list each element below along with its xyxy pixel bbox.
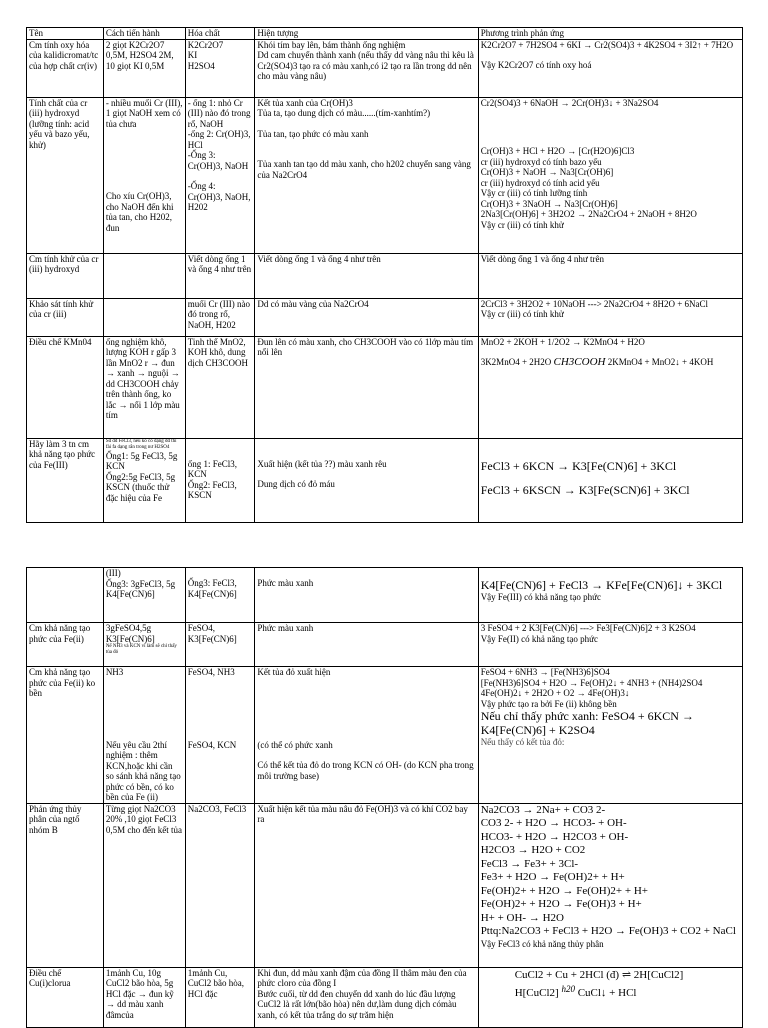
experiment-name xyxy=(27,568,104,623)
experiment-chemicals: 1mảnh Cu, CuCl2 bão hòa, HCl đặc xyxy=(185,967,255,1027)
experiment-name: Cm tính khử của cr (iii) hydroxyd xyxy=(27,253,104,298)
experiment-phenomenon: Viết dòng ống 1 và ống 4 như trên xyxy=(255,253,478,298)
header-equation: Phương trình phản ứng xyxy=(478,28,742,40)
reaction-equation: Cr2(SO4)3 + 6NaOH → 2Cr(OH)3↓ + 3Na2SO4 Cr(OH)3 + HCl + H2O → [Cr(H2O)6]Cl3 cr (iii) hydroxyd có tính bazo yếu Cr(OH)3 + NaOH → Na3[Cr(OH)6] cr (iii) hydroxyd có tính acid yếu Vậy cr (iii) có tính lưỡng tính Cr(OH)3 + 3NaOH → Na3[Cr(OH)6] 2Na3[Cr(OH)6] + 3H2O2 → 2Na2CrO4 + 2NaOH + 8H2O Vậy cr (iii) có tính khử xyxy=(478,97,742,253)
experiment-chemicals: FeSO4, K3[Fe(CN)6] xyxy=(185,623,255,667)
experiment-phenomenon: Dd có màu vàng của Na2CrO4 xyxy=(255,298,478,336)
experiment-phenomenon: Khi đun, dd màu xanh đậm của đồng II thâm màu đen của phức cloro của đồng I Bước cuối, từ dd đen chuyển dd xanh do lúc đầu lượng CuCl2 là rất lớn(bão hòa) nên dư,làm dung dịch cómàu xanh, có kết tủa trắng do sự trăm hiện xyxy=(255,967,478,1027)
experiment-chemicals: FeSO4, NH3 FeSO4, KCN xyxy=(185,667,255,804)
table-row xyxy=(27,667,743,804)
reaction-equation: Viết dòng ống 1 và ống 4 như trên xyxy=(478,253,742,298)
experiment-name: Tính chất của cr (iii) hydroxyd (lưỡng tính: acid yếu và bazo yếu, khử) xyxy=(27,97,104,253)
experiment-phenomenon: Kết tủa xanh của Cr(OH)3 Tủa ta, tạo dung dịch có màu......(tím-xanhtím?) Tủa tan, tạo phức có màu xanh Tủa xanh tan tạo dd màu xanh, cho h202 chuyển sang vàng của Na2CrO4 xyxy=(255,97,478,253)
experiment-name: Cm tính oxy hóa của kalidicromat/tc của hợp chất cr(iv) xyxy=(27,39,104,97)
experiment-name: Cm khả năng tạo phức của Fe(ii) xyxy=(27,623,104,667)
lab-report-table-1 xyxy=(26,27,743,523)
reaction-equation: K4[Fe(CN)6] + FeCl3 → KFe[Fe(CN)6]↓ + 3KCl Vậy Fe(III) có khả năng tạo phức xyxy=(478,568,742,623)
table-row xyxy=(27,803,743,967)
experiment-method: 3gFeSO4,5g K3[Fe(CN)6] Nế NH3 và KCN vì làm sẽ chỉ thấy tủa đỏ xyxy=(103,623,185,667)
table-row xyxy=(27,438,743,522)
experiment-phenomenon: Kết tủa đỏ xuất hiện (có thể có phức xanh Có thể kết tủa đỏ do trong KCN có OH- (do KCN pha trong môi trường base) xyxy=(255,667,478,804)
experiment-phenomenon: Phức màu xanh xyxy=(255,568,478,623)
reaction-equation: 2CrCl3 + 3H2O2 + 10NaOH ---> 2Na2CrO4 + 8H2O + 6NaCl Vậy cr (iii) có tính khử xyxy=(478,298,742,336)
experiment-phenomenon: Đun lên có màu xanh, cho CH3COOH vào có 1lớp màu tím nổi lên xyxy=(255,336,478,438)
lab-report-table-2 xyxy=(26,567,743,1028)
experiment-method: NH3 Nếu yêu cầu 2thí nghiệm : thêm KCN,hoặc khi cần so sánh khả năng tạo phức có bền, có ko bền của Fe (ii) xyxy=(103,667,185,804)
table-row xyxy=(27,253,743,298)
experiment-phenomenon: Xuất hiện kết tủa màu nâu đỏ Fe(OH)3 và có khí CO2 bay ra xyxy=(255,803,478,967)
experiment-chemicals: Na2CO3, FeCl3 xyxy=(185,803,255,967)
header-name: Tên xyxy=(27,28,104,40)
reaction-equation: 3 FeSO4 + 2 K3[Fe(CN)6] ---> Fe3[Fe(CN)6]2 + 3 K2SO4 Vậy Fe(II) có khả năng tạo phức xyxy=(478,623,742,667)
experiment-chemicals: Viết dòng ống 1 và ống 4 như trên xyxy=(185,253,255,298)
reaction-equation: MnO2 + 2KOH + 1/2O2 → K2MnO4 + H2O 3K2MnO4 + 2H2O CH3COOH 2KMnO4 + MnO2↓ + 4KOH xyxy=(478,336,742,438)
header-phenomenon: Hiện tượng xyxy=(255,28,478,40)
experiment-method xyxy=(103,253,185,298)
table-row xyxy=(27,568,743,623)
experiment-method: Sd dd FeCl3, nếu ko có dạng dd thì fài fa dạng rắn trong nư H2SO4 Ống1: 5g FeCl3, 5g KCN Ống2:5g FeCl3, 5g KSCN (thuốc thử đặc hiệu của Fe xyxy=(103,438,185,522)
experiment-chemicals: Tinh thể MnO2, KOH khô, dung dịch CH3COOH xyxy=(185,336,255,438)
experiment-method: (III) Ống3: 3gFeCl3, 5g K4[Fe(CN)6] xyxy=(103,568,185,623)
experiment-method xyxy=(103,298,185,336)
table-row xyxy=(27,97,743,253)
header-method: Cách tiến hành xyxy=(103,28,185,40)
experiment-method: Từng giọt Na2CO3 20% ,10 giọt FeCl3 0,5M cho đến kết tủa xyxy=(103,803,185,967)
table-row xyxy=(27,967,743,1027)
experiment-name: Điều chế Cu(i)clorua xyxy=(27,967,104,1027)
table-row xyxy=(27,298,743,336)
experiment-chemicals: K2Cr2O7 KI H2SO4 xyxy=(185,39,255,97)
experiment-phenomenon: Xuất hiện (kết tủa ??) màu xanh rêu Dung dịch có đỏ máu xyxy=(255,438,478,522)
experiment-name: Khảo sát tính khử của cr (iii) xyxy=(27,298,104,336)
reaction-equation: FeSO4 + 6NH3 → [Fe(NH3)6]SO4 [Fe(NH3)6]SO4 + H2O → Fe(OH)2↓ + 4NH3 + (NH4)2SO4 4Fe(OH)2↓ + 2H2O + O2 → 4Fe(OH)3↓ Vậy phức tạo ra bởi Fe (ii) không bền Nếu chỉ thấy phức xanh: FeSO4 + 6KCN → K4[Fe(CN)6] + K2SO4 Nếu thấy có kết tủa đỏ: xyxy=(478,667,742,804)
table-header-row xyxy=(27,28,743,40)
table-row xyxy=(27,39,743,97)
experiment-method: 2 giọt K2Cr2O7 0,5M, H2SO4 2M, 10 giọt KI 0,5M xyxy=(103,39,185,97)
experiment-phenomenon: Phức màu xanh xyxy=(255,623,478,667)
experiment-method: ống nghiệm khô, lượng KOH r gấp 3 lần MnO2 r → đun → xanh → nguội → dd CH3COOH chảy trên thành ống, ko lắc → nổi 1 lớp màu tím xyxy=(103,336,185,438)
experiment-name: Cm khả năng tạo phức của Fe(ii) ko bền xyxy=(27,667,104,804)
experiment-chemicals: - ống 1: nhỏ Cr (III) nào đó trong rổ, NaOH -ống 2: Cr(OH)3, HCl -Ống 3: Cr(OH)3, NaOH -Ống 4: Cr(OH)3, NaOH, H202 xyxy=(185,97,255,253)
experiment-name: Điều chế KMn04 xyxy=(27,336,104,438)
experiment-method: 1mảnh Cu, 10g CuCl2 bão hòa, 5g HCl đặc → đun kỹ → dd màu xanh đâmcủa xyxy=(103,967,185,1027)
experiment-name: Phản ứng thủy phân của ngtố nhóm B xyxy=(27,803,104,967)
experiment-chemicals: ống 1: FeCl3, KCN Ống2: FeCl3, KSCN xyxy=(185,438,255,522)
table-row xyxy=(27,336,743,438)
experiment-name: Hãy làm 3 tn cm khả năng tạo phức của Fe(III) xyxy=(27,438,104,522)
experiment-chemicals: muối Cr (III) nào đó trong rổ, NaOH, H202 xyxy=(185,298,255,336)
reaction-equation: K2Cr2O7 + 7H2SO4 + 6KI → Cr2(SO4)3 + 4K2SO4 + 3I2↑ + 7H2O Vậy K2Cr2O7 có tính oxy hoá xyxy=(478,39,742,97)
experiment-phenomenon: Khói tím bay lên, bám thành ống nghiệm Dd cam chuyển thành xanh (nếu thấy dd vàng nâu thì kêu là Cr2(SO4)3 tạo ra có màu xanh,có i2 tạo ra lần trong dd nên cho màu vàng nâu) xyxy=(255,39,478,97)
experiment-chemicals: Ống3: FeCl3, K4[Fe(CN)6] xyxy=(185,568,255,623)
table-row xyxy=(27,623,743,667)
reaction-equation: FeCl3 + 6KCN → K3[Fe(CN)6] + 3KCl FeCl3 + 6KSCN → K3[Fe(SCN)6] + 3KCl xyxy=(478,438,742,522)
experiment-method: - nhiều muối Cr (III), 1 giọt NaOH xem có tủa chưa Cho xíu Cr(OH)3, cho NaOH đến khi tủa tan, cho H202, đun xyxy=(103,97,185,253)
reaction-equation: Na2CO3 → 2Na+ + CO3 2- CO3 2- + H2O → HCO3- + OH- HCO3- + H2O → H2CO3 + OH- H2CO3 → H2O + CO2 FeCl3 → Fe3+ + 3Cl- Fe3+ + H2O → Fe(OH)2+ + H+ Fe(OH)2+ + H2O → Fe(OH)2+ + H+ Fe(OH)2+ + H2O → Fe(OH)3 + H+ H+ + OH- → H2O Pttq:Na2CO3 + FeCl3 + H2O → Fe(OH)3 + CO2 + NaCl Vậy FeCl3 có khả năng thủy phân xyxy=(478,803,742,967)
header-chemicals: Hóa chất xyxy=(185,28,255,40)
reaction-equation: CuCl2 + Cu + 2HCl (đ) ⇌ 2H[CuCl2] H[CuCl2] $^{h20}$ CuCl↓ + HCl xyxy=(478,967,742,1027)
